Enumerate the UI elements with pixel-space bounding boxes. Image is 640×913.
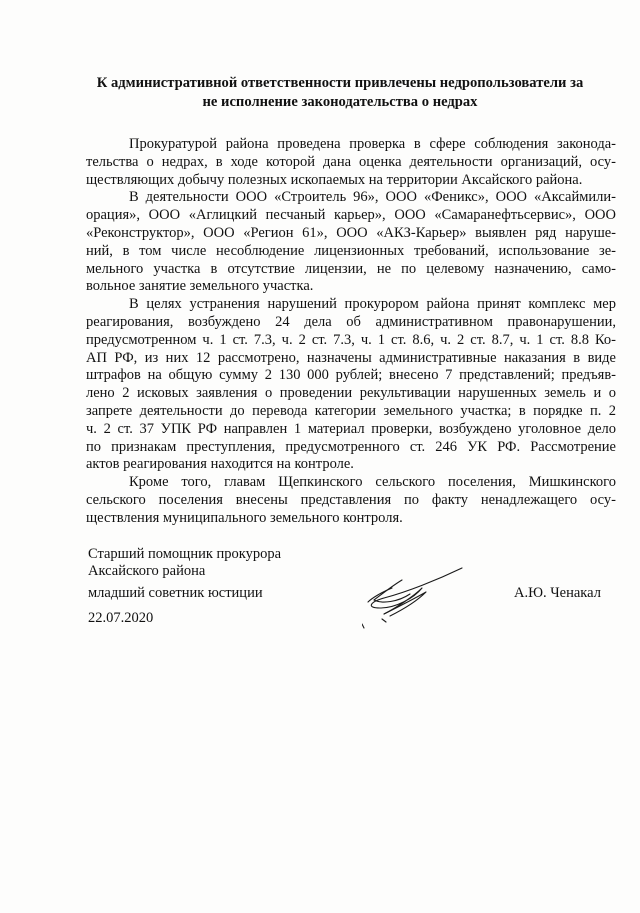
text-line: лено 2 исковых заявления о проведении рекультивации нарушенных земель и о bbox=[86, 385, 616, 402]
text-line: актов реагирования находится на контроле. bbox=[86, 456, 354, 473]
title-line-1: К административной ответственности привлечены недропользователи за bbox=[96, 75, 584, 91]
text-line: ществляющих добычу полезных ископаемых на территории Аксайского района. bbox=[86, 171, 583, 188]
text-line: тельства о недрах, в ходе которой дана оценка деятельности организаций, осу- bbox=[86, 153, 616, 170]
text-line: В деятельности ООО «Строитель 96», ООО «Феникс», ООО «Аксаймили- bbox=[129, 189, 616, 206]
text-line: вольное занятие земельного участка. bbox=[86, 278, 314, 295]
document-body bbox=[86, 136, 616, 528]
paragraph-3 bbox=[86, 296, 616, 474]
text-line: штрафов на общую сумму 2 130 000 рублей; внесено 7 представлений; предъяв- bbox=[86, 367, 616, 384]
title-line-2: не исполнение законодательства о недрах bbox=[202, 94, 478, 110]
signer-position-line-2: Аксайского района bbox=[88, 563, 206, 579]
text-line: «Реконструктор», ООО «Регион 61», ООО «АКЗ-Карьер» выявлен ряд наруше- bbox=[86, 224, 616, 241]
signer-position bbox=[88, 546, 281, 580]
text-line: сельского поселения внесены представления по факту ненадлежащего осу- bbox=[86, 491, 616, 508]
text-line: по признакам преступления, предусмотренного ст. 246 УК РФ. Рассмотрение bbox=[86, 438, 616, 455]
signer-position-line-1: Старший помощник прокурора bbox=[88, 546, 282, 562]
text-line: ществления муниципального земельного контроля. bbox=[86, 509, 403, 526]
text-line: орация», ООО «Аглицкий песчаный карьер», ООО «Самаранефтьсервис», ООО bbox=[86, 207, 616, 224]
signer-name: А.Ю. Ченакал bbox=[514, 585, 601, 601]
text-line: реагирования, возбуждено 24 дела об административном правонарушении, bbox=[86, 313, 616, 330]
text-line: запрете деятельности до перевода категории земельного участка; в порядке п. 2 bbox=[86, 402, 616, 419]
text-line: мельного участка в отсутствие лицензии, не по целевому назначению, само- bbox=[86, 260, 616, 277]
document-title bbox=[60, 74, 620, 112]
paragraph-4 bbox=[86, 474, 616, 527]
text-line: Кроме того, главам Щепкинского сельского поселения, Мишкинского bbox=[129, 474, 616, 491]
paragraph-1 bbox=[86, 136, 616, 189]
document-date: 22.07.2020 bbox=[88, 610, 154, 626]
text-line: Прокуратурой района проведена проверка в сфере соблюдения законода- bbox=[129, 136, 616, 152]
text-line: предусмотренном ч. 1 ст. 7.3, ч. 2 ст. 7.3, ч. 1 ст. 8.6, ч. 2 ст. 8.7, ч. 1 ст. 8.8 Ко- bbox=[86, 331, 616, 348]
text-line: ч. 2 ст. 37 УПК РФ направлен 1 материал проверки, возбуждено уголовное дело bbox=[86, 420, 616, 437]
text-line: ний, в том числе несоблюдение лицензионных требований, использование зе- bbox=[86, 242, 616, 259]
handwritten-signature bbox=[362, 564, 472, 632]
paragraph-2 bbox=[86, 189, 616, 296]
text-line: В целях устранения нарушений прокурором района принят комплекс мер bbox=[129, 296, 616, 313]
signer-rank: младший советник юстиции bbox=[88, 585, 263, 601]
text-line: АП РФ, из них 12 рассмотрено, назначены административные наказания в виде bbox=[86, 349, 616, 366]
